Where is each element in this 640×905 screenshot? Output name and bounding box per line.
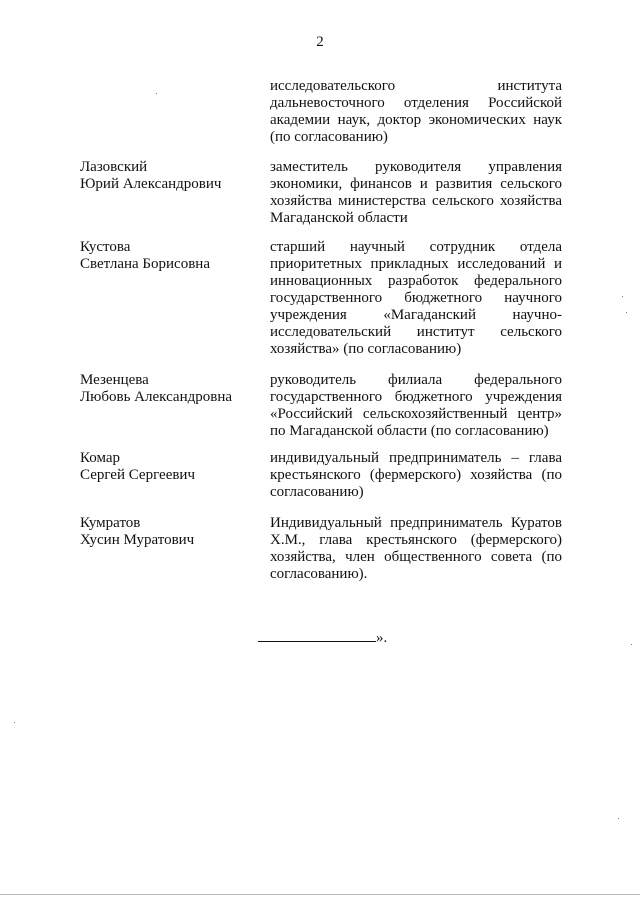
member-surname: Мезенцева bbox=[80, 372, 149, 388]
member-position: старший научный сотрудник отдела приоритетных прикладных исследований и инновационных разработок федерального государственного бюджетного научного учреждения «Магаданский научно-исследовательский институт сельского хозяйства» (по согласованию) bbox=[270, 239, 562, 357]
member-given-names: Хусин Муратович bbox=[80, 532, 195, 548]
scan-speck bbox=[618, 818, 619, 819]
member-given-names: Любовь Александровна bbox=[80, 389, 232, 405]
scan-speck bbox=[626, 312, 627, 313]
scan-speck bbox=[622, 296, 623, 297]
member-name bbox=[80, 372, 260, 406]
member-surname: Лазовский bbox=[80, 159, 148, 175]
member-name bbox=[80, 515, 260, 549]
member-name bbox=[80, 239, 260, 273]
signature-blank bbox=[258, 628, 376, 642]
member-given-names: Юрий Александрович bbox=[80, 176, 222, 192]
member-position: руководитель филиала федерального государственного бюджетного учреждения «Российский сельскохозяйственный центр» по Магаданской области (по согласованию) bbox=[270, 372, 562, 439]
page-number: 2 bbox=[316, 34, 324, 50]
scan-edge bbox=[0, 894, 640, 895]
member-name bbox=[80, 159, 260, 193]
closing-line bbox=[258, 628, 387, 647]
closing-quote: ». bbox=[376, 630, 388, 646]
scan-speck bbox=[156, 93, 157, 94]
member-surname: Кустова bbox=[80, 239, 131, 255]
member-name bbox=[80, 450, 260, 484]
member-surname: Кумратов bbox=[80, 515, 141, 531]
member-position: Индивидуальный предприниматель Куратов Х.М., глава крестьянского (фермерского) хозяйства, член общественного совета (по согласованию). bbox=[270, 515, 562, 582]
member-position: индивидуальный предприниматель – глава крестьянского (фермерского) хозяйства (по согласованию) bbox=[270, 450, 562, 500]
scan-speck bbox=[14, 722, 15, 723]
member-given-names: Сергей Сергеевич bbox=[80, 467, 196, 483]
member-position: исследовательского института дальневосточного отделения Российской академии наук, доктор экономических наук (по согласованию) bbox=[270, 78, 562, 145]
member-position: заместитель руководителя управления экономики, финансов и развития сельского хозяйства министерства сельского хозяйства Магаданской области bbox=[270, 159, 562, 226]
member-given-names: Светлана Борисовна bbox=[80, 256, 210, 272]
scan-speck bbox=[631, 644, 632, 645]
member-surname: Комар bbox=[80, 450, 121, 466]
